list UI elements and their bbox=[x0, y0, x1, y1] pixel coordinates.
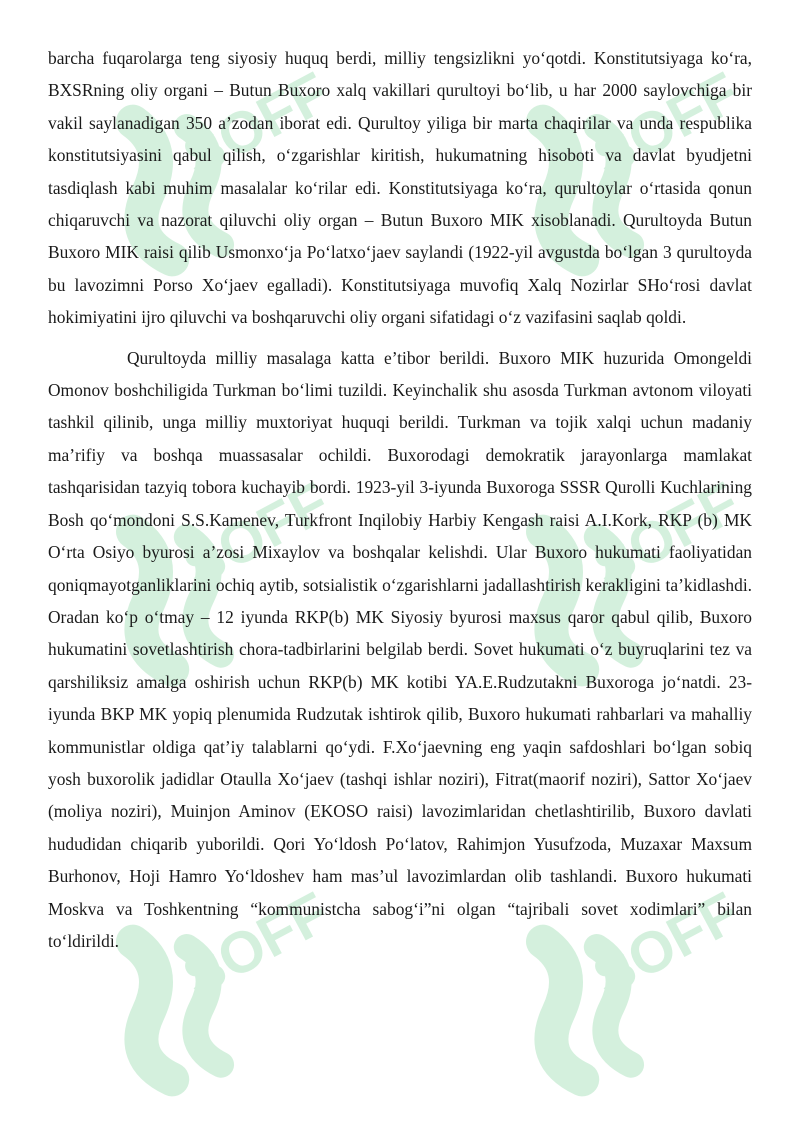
svg-text:SOFF: SOFF bbox=[582, 59, 750, 190]
svg-text:SOFF: SOFF bbox=[582, 469, 750, 600]
svg-text:SOFF: SOFF bbox=[172, 469, 340, 600]
svg-text:SOFF: SOFF bbox=[172, 879, 340, 1010]
svg-text:SOFF: SOFF bbox=[172, 59, 340, 190]
document-body bbox=[48, 42, 752, 957]
paragraph: barcha fuqarolarga teng siyosiy huquq berdi, milliy tengsizlikni yo‘qotdi. Konstitutsiyaga ko‘ra, BXSRning oliy organi – Butun Buxoro xalq vakillari qurultoyi bo‘lib, u har 2000 saylovchiga bir vakil saylanadigan 350 a’zodan iborat edi. Qurultoy yiliga bir marta chaqirilar va unda respublika konstitutsiyasini qabul qilish, o‘zgarishlar kiritish, hukumatning hisoboti va davlat byudjetni tasdiqlash kabi muhim masalalar ko‘rilar edi. Konstitutsiyaga ko‘ra, qurultoylar o‘rtasida qonun chiqaruvchi va nazorat qiluvchi oliy organ – Butun Buxoro MIK xisoblanadi. Qurultoyda Butun Buxoro MIK raisi qilib Usmonxo‘ja Po‘latxo‘jaev saylandi (1922-yil avgustda bo‘lgan 3 qurultoyda bu lavozimni Porso Xo‘jaev egalladi). Konstitutsiyaga muvofiq Xalq Nozirlar SHo‘rosi davlat hokimiyatini ijro qiluvchi va boshqaruvchi oliy organi sifatidagi o‘z vazifasini saqlab qoldi. bbox=[48, 48, 752, 328]
paragraph: Qurultoyda milliy masalaga katta e’tibor berildi. Buxoro MIK huzurida Omongeldi Omonov boshchiligida Turkman bo‘limi tuzildi. Keyinchalik shu asosda Turkman avtonom viloyati tashkil qilinib, unga milliy muxtoriyat huquqi berildi. Turkman va tojik xalqi uchun madaniy ma’rifiy va boshqa muassasalar ochildi. Buxorodagi demokratik jarayonlarga mamlakat tashqarisidan tazyiq tobora kuchayib bordi. 1923-yil 3-iyunda Buxoroga SSSR Qurolli Kuchlarining Bosh qo‘mondoni S.S.Kamenev, Turkfront Inqilobiy Harbiy Kengash raisi A.I.Kork, RKP (b) MK O‘rta Osiyo byurosi a’zosi Mixaylov va boshqalar kelishdi. Ular Buxoro hukumati faoliyatidan qoniqmayotganliklarini ochiq aytib, sotsialistik o‘zgarishlarni jadallashtirish kerakligini ta’kidlashdi. Oradan ko‘p o‘tmay – 12 iyunda RKP(b) MK Siyosiy byurosi maxsus qaror qabul qilib, Buxoro hukumatini sovetlashtirish chora-tadbirlarini belgilab berdi. Sovet hukumati o‘z buyruqlarini tez va qarshiliksiz amalga oshirish uchun RKP(b) MK kotibi YA.E.Rudzutakni Buxoroga jo‘natdi. 23-iyunda BKP MK yopiq plenumida Rudzutak ishtirok qilib, Buxoro hukumati rahbarlari va mahalliy kommunistlar oldiga qat’iy talablarni qo‘ydi. F.Xo‘jaevning eng yaqin safdoshlari bo‘lgan sobiq yosh buxorolik jadidlar Otaulla Xo‘jaev (tashqi ishlar noziri), Fitrat(maorif noziri), Sattor Xo‘jaev (moliya noziri), Muinjon Aminov (EKOSO raisi) lavozimlaridan chetlashtirilib, Buxoro davlati hududidan chiqarib yuborildi. Qori Yo‘ldosh Po‘latov, Rahimjon Yusufzoda, Muzaxar Maxsum Burhonov, Hoji Hamro Yo‘ldoshev ham mas’ul lavozimlardan olib tashlandi. Buxoro hukumati Moskva va Toshkentning “kommunistcha sabog‘i”ni olgan “tajribali sovet xodimlari” bilan to‘ldirildi. bbox=[48, 347, 752, 951]
svg-text:SOFF: SOFF bbox=[582, 879, 750, 1010]
